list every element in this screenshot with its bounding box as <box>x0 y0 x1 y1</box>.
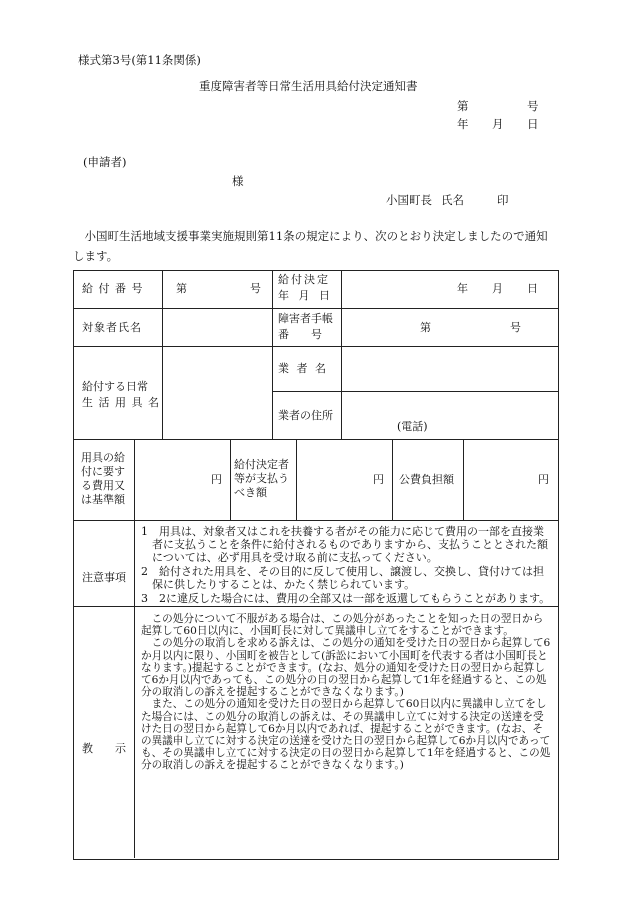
phone-label: (電話) <box>397 420 428 433</box>
document-title: 重度障害者等日常生活用具給付決定通知書 <box>199 79 418 93</box>
grant-number-label: 給 付 番 号 <box>82 282 144 295</box>
public-burden-label: 公費負担額 <box>399 473 454 486</box>
date-year: 年 <box>457 117 469 131</box>
honorific-sama: 様 <box>232 174 244 188</box>
row-divider <box>73 606 558 607</box>
row-divider <box>73 439 558 440</box>
disability-book-suffix: 号 <box>510 321 521 334</box>
cost-label-line-3: る費用又 <box>81 479 125 492</box>
decision-month: 月 <box>492 282 503 295</box>
disability-book-label-2: 番 号 <box>278 328 322 341</box>
column-divider <box>341 270 342 439</box>
notes-label: 注意事項 <box>82 571 126 584</box>
row-divider <box>272 391 558 392</box>
decided-amount-label-line-1: 給付決定者 <box>234 458 289 471</box>
applicant-label: (申請者) <box>83 155 127 169</box>
column-divider <box>134 439 135 520</box>
decided-amount-label-line-3: べき額 <box>234 486 267 499</box>
cost-label-line-1: 用具の給 <box>81 451 125 464</box>
cost-label-line-2: 付に要す <box>81 465 125 478</box>
seal-mark: 印 <box>497 193 509 207</box>
instruction-paragraph: また、この処分の通知を受けた日の翌日から起算して60日以内に異議申し立てをした場合には、この処分の取消しの訴えは、その異議申し立てに対する決定の送達を受けた日の翌日から起算して6か月以内であれば、提起することができます。(なお、その異議申し立てに対する決定の送達を受けた日の翌日から起算して6か月以内であっても、その異議申し立てに対する決定の日の翌日から起算して1年を経過すると、この処分の取消しの訴えを提起することができなくなります。) <box>141 698 551 772</box>
disability-book-prefix: 第 <box>420 321 431 334</box>
doc-number-suffix: 号 <box>527 99 539 113</box>
instruction-paragraph: この処分について不服がある場合は、この処分があったことを知った日の翌日から起算して60日以内に、小国町長に対して異議申し立てをすることができます。 <box>141 613 544 638</box>
decided-amount-label-line-2: 等が支払う <box>234 472 289 485</box>
public-burden-unit: 円 <box>538 473 549 486</box>
instruction-paragraph: この処分の取消しを求める訴えは、この処分の通知を受けた日の翌日から起算して6か月以内に限り、小国町を被告として(訴訟において小国町を代表する者は小国町長となります。)提起することができます。(なお、処分の通知を受けた日の翌日から起算して6か月以内であっても、この処分の日の翌日から起算して1年を経過すると、この処分の取消しの訴えを提起することができなくなります。) <box>141 637 551 699</box>
cost-label-line-4: は基準額 <box>81 493 125 506</box>
notes-list <box>141 525 553 605</box>
disability-book-label-1: 障害者手帳 <box>278 312 333 325</box>
doc-number-prefix: 第 <box>457 99 469 113</box>
form-number: 様式第3号(第11条関係) <box>78 53 201 67</box>
grant-number-suffix: 号 <box>250 282 261 295</box>
vendor-address-label: 業者の住所 <box>278 409 333 422</box>
note-item: 3 2に違反した場合には、費用の全部又は一部を返還してもらうことがあります。 <box>141 592 551 605</box>
intro-text: 小国町生活地域支援事業実施規則第11条の規定により、次のとおり決定しましたので通知します。 <box>73 229 548 263</box>
decision-year: 年 <box>457 282 468 295</box>
decided-amount-unit: 円 <box>373 473 384 486</box>
intro-paragraph <box>73 226 558 266</box>
decision-date-label-2: 年 月 日 <box>278 289 333 302</box>
column-divider <box>463 439 464 520</box>
issuer-name-label: 氏名 <box>441 193 464 207</box>
column-divider <box>230 439 231 520</box>
row-divider <box>73 308 558 309</box>
issuer-office: 小国町長 <box>386 193 432 207</box>
cost-unit: 円 <box>211 473 222 486</box>
row-divider <box>73 346 558 347</box>
column-divider <box>296 439 297 520</box>
note-item: 1 用具は、対象者又はこれを扶養する者がその能力に応じて費用の一部を直接業者に支払うことを条件に給付されるものでありますから、支払うこととされた額については、必ず用具を受け取る前に支払ってください。 <box>141 525 548 564</box>
grant-number-prefix: 第 <box>176 282 187 295</box>
column-divider <box>392 439 393 520</box>
date-month: 月 <box>492 117 504 131</box>
decision-day: 日 <box>527 282 538 295</box>
device-label-2: 生 活 用 具 名 <box>82 396 160 409</box>
column-divider <box>134 520 135 858</box>
date-day: 日 <box>527 117 539 131</box>
instruction-text <box>141 613 553 772</box>
row-divider <box>73 520 558 521</box>
vendor-name-label: 業 者 名 <box>278 362 328 375</box>
column-divider <box>162 270 163 439</box>
instruction-label: 教 示 <box>82 742 126 755</box>
note-item: 2 給付された用具を、その目的に反して使用し、譲渡し、交換し、貸付けては担保に供したりすることは、かたく禁じられています。 <box>141 565 544 591</box>
subject-name-label: 対象者氏名 <box>82 321 142 334</box>
column-divider <box>272 270 273 439</box>
device-label-1: 給付する日常 <box>82 380 148 393</box>
decision-date-label-1: 給付決定 <box>278 273 330 286</box>
